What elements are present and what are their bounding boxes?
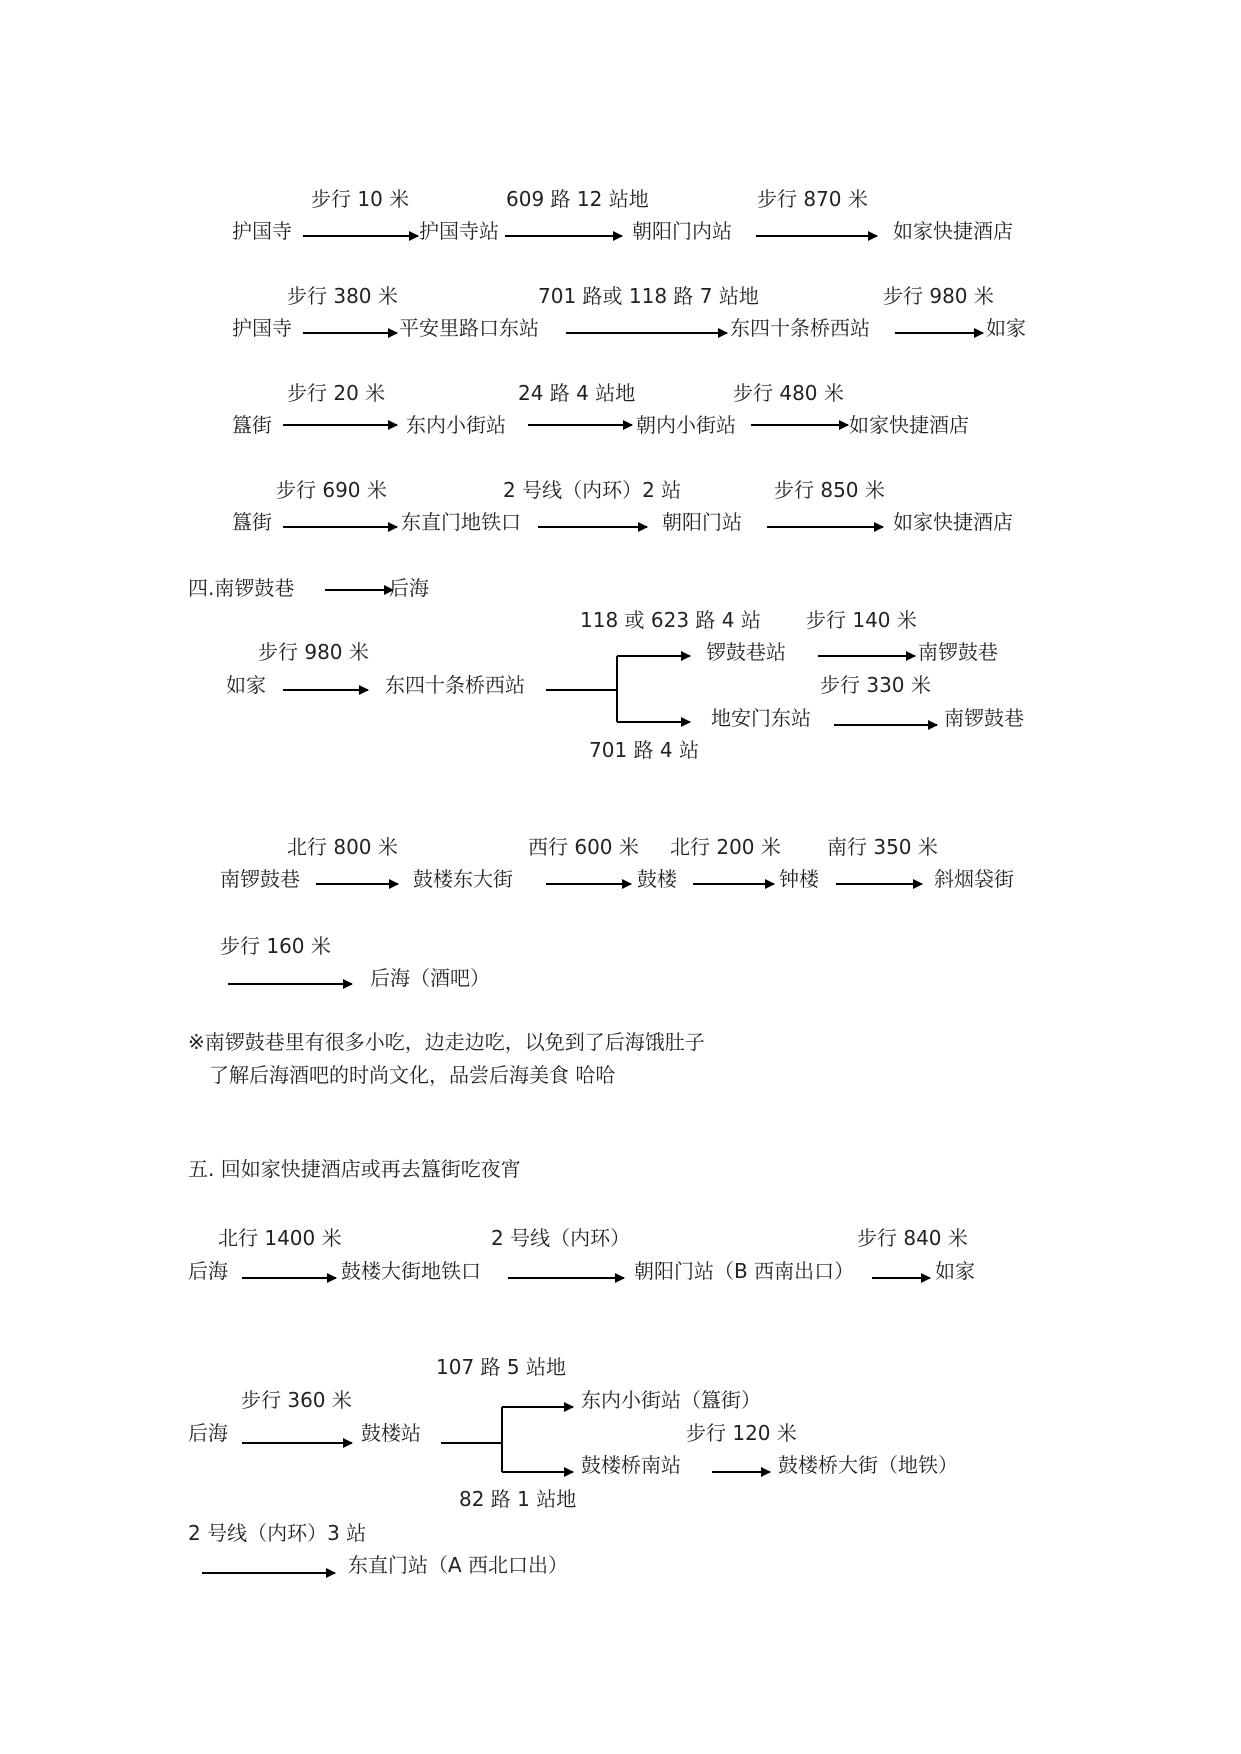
walk-label: 西行 600 米: [528, 835, 639, 859]
walk-label: 步行 840 米: [857, 1226, 968, 1250]
stop-name: 鼓楼: [637, 867, 677, 891]
walk-label: 北行 800 米: [287, 835, 398, 859]
walk-label: 步行 850 米: [774, 478, 885, 502]
walk-label: 北行 200 米: [670, 835, 781, 859]
note-line: ※南锣鼓巷里有很多小吃，边走边吃，以免到了后海饿肚子: [188, 1030, 705, 1054]
stop-name: 平安里路口东站: [399, 316, 539, 340]
stop-name: 护国寺站: [419, 219, 499, 243]
stop-name: 后海: [188, 1421, 228, 1445]
walk-label: 南行 350 米: [827, 835, 938, 859]
stop-name: 朝内小街站: [636, 413, 736, 437]
walk-label: 步行 120 米: [686, 1421, 797, 1445]
stop-name: 如家: [986, 316, 1026, 340]
walk-label: 步行 690 米: [276, 478, 387, 502]
stop-name: 朝阳门站: [662, 510, 742, 534]
bus-label: 118 或 623 路 4 站: [580, 608, 761, 632]
note-line: 了解后海酒吧的时尚文化，品尝后海美食 哈哈: [209, 1063, 616, 1087]
walk-label: 步行 20 米: [287, 381, 386, 405]
walk-label: 步行 480 米: [733, 381, 844, 405]
walk-label: 步行 10 米: [311, 187, 410, 211]
stop-name: 东直门站（A 西北口出）: [348, 1553, 569, 1577]
subway-label: 2 号线（内环）3 站: [188, 1521, 367, 1545]
stop-name: 鼓楼大街地铁口: [341, 1259, 481, 1283]
walk-label: 步行 980 米: [258, 640, 369, 664]
stop-name: 斜烟袋街: [934, 867, 1014, 891]
stop-name: 如家快捷酒店: [893, 510, 1013, 534]
bus-label: 82 路 1 站地: [459, 1487, 577, 1511]
stop-name: 东内小街站: [406, 413, 506, 437]
walk-label: 步行 870 米: [757, 187, 868, 211]
stop-name: 东四十条桥西站: [385, 673, 525, 697]
stop-name: 护国寺: [232, 219, 292, 243]
stop-name: 东四十条桥西站: [730, 316, 870, 340]
section-heading: 四.南锣鼓巷: [188, 576, 295, 600]
stop-name: 东内小街站（簋街）: [581, 1388, 761, 1412]
bus-label: 107 路 5 站地: [436, 1355, 566, 1379]
section-heading: 五. 回如家快捷酒店或再去簋街吃夜宵: [188, 1157, 521, 1181]
walk-label: 步行 140 米: [806, 608, 917, 632]
stop-name: 锣鼓巷站: [706, 640, 786, 664]
walk-label: 步行 160 米: [220, 934, 331, 958]
stop-name: 后海（酒吧）: [370, 966, 490, 990]
stop-name: 簋街: [232, 413, 272, 437]
stop-name: 护国寺: [232, 316, 292, 340]
stop-name: 鼓楼站: [361, 1421, 421, 1445]
bus-label: 701 路 4 站: [589, 738, 699, 762]
walk-label: 步行 360 米: [241, 1388, 352, 1412]
stop-name: 鼓楼桥南站: [581, 1453, 681, 1477]
stop-name: 朝阳门站（B 西南出口）: [634, 1259, 855, 1283]
walk-label: 步行 330 米: [820, 673, 931, 697]
stop-name: 如家快捷酒店: [893, 219, 1013, 243]
subway-label: 2 号线（内环）: [491, 1226, 631, 1250]
stop-name: 南锣鼓巷: [220, 867, 300, 891]
subway-label: 2 号线（内环）2 站: [503, 478, 682, 502]
stop-name: 如家: [226, 673, 266, 697]
stop-name: 鼓楼桥大街（地铁）: [778, 1453, 958, 1477]
bus-label: 609 路 12 站地: [506, 187, 649, 211]
stop-name: 地安门东站: [711, 706, 811, 730]
stop-name: 南锣鼓巷: [918, 640, 998, 664]
stop-name: 如家快捷酒店: [849, 413, 969, 437]
bus-label: 701 路或 118 路 7 站地: [538, 284, 759, 308]
stop-name: 朝阳门内站: [632, 219, 732, 243]
stop-name: 后海: [188, 1259, 228, 1283]
stop-name: 如家: [935, 1259, 975, 1283]
stop-name: 南锣鼓巷: [944, 706, 1024, 730]
stop-name: 簋街: [232, 510, 272, 534]
section-heading-target: 后海: [389, 576, 429, 600]
walk-label: 步行 380 米: [287, 284, 398, 308]
stop-name: 钟楼: [779, 867, 819, 891]
stop-name: 鼓楼东大街: [413, 867, 513, 891]
walk-label: 步行 980 米: [883, 284, 994, 308]
walk-label: 北行 1400 米: [218, 1226, 342, 1250]
stop-name: 东直门地铁口: [401, 510, 521, 534]
bus-label: 24 路 4 站地: [518, 381, 636, 405]
